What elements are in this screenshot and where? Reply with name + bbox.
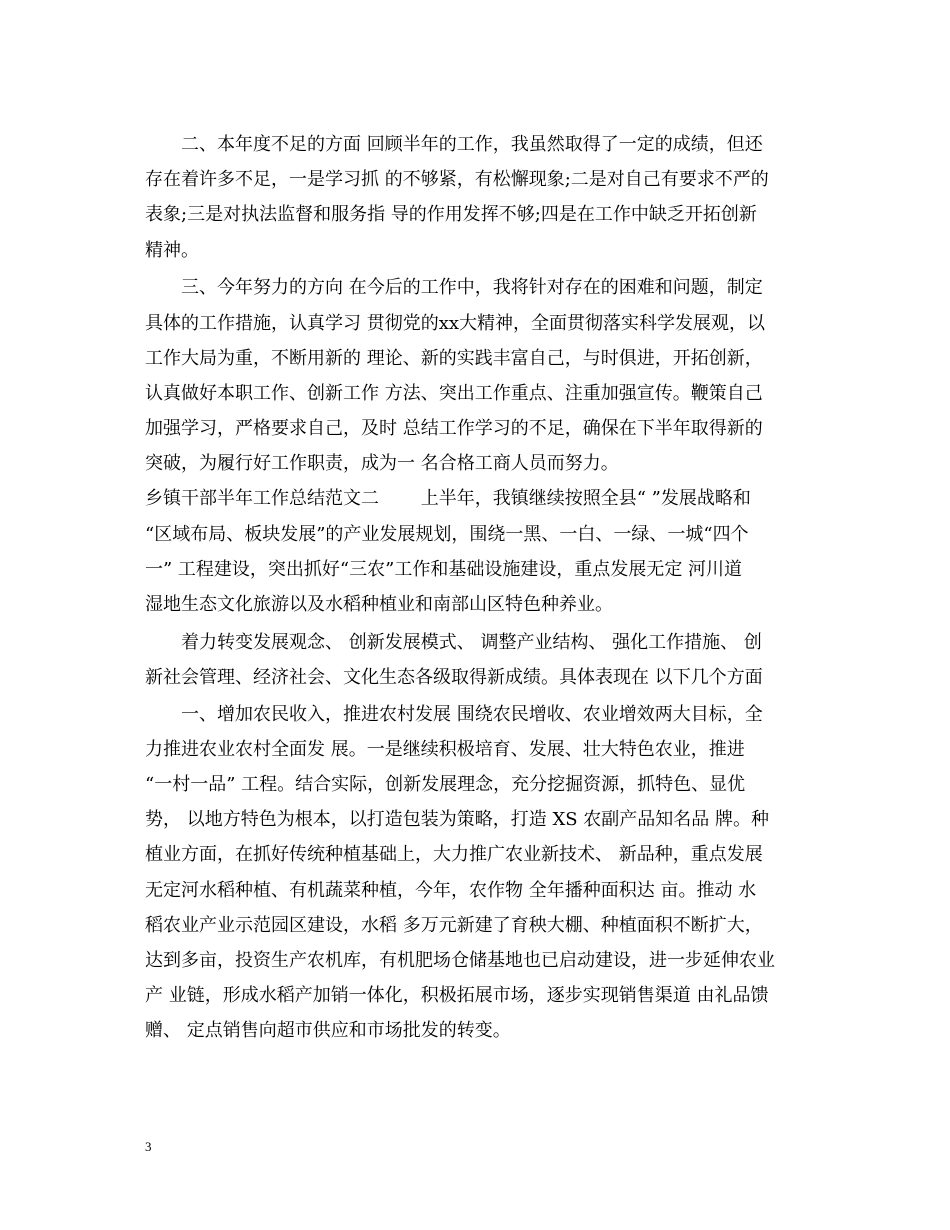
text-line: 三、今年努力的方向 在今后的工作中，我将针对存在的困难和问题，制定	[145, 277, 763, 298]
text-line: 突破，为履行好工作职责，成为一 名合格工商人员而努力。	[145, 453, 619, 474]
text-line: 势， 以地方特色为根本，以打造包装为策略，打造 XS 农副产品知名品 牌。种	[145, 809, 770, 830]
text-line: 湿地生态文化旅游以及水稻种植业和南部山区特色种养业。	[145, 594, 613, 615]
text-line: 达到多亩，投资生产农机库，有机肥场仓储基地也已启动建设，进一步延伸农业	[145, 950, 775, 971]
text-line: 新社会管理、经济社会、文化生态各级取得新成绩。具体表现在 以下几个方面	[145, 667, 763, 688]
page-number: 3	[145, 1139, 152, 1154]
text-line: 产 业链，形成水稻产加销一体化，积极拓展市场，逐步实现销售渠道 由礼品馈	[145, 985, 769, 1006]
text-line: 二、本年度不足的方面 回顾半年的工作，我虽然取得了一定的成绩，但还	[145, 134, 763, 155]
text-line: 力推进农业农村全面发 展。一是继续积极培育、发展、壮大特色农业，推进	[145, 739, 745, 760]
text-line: “一村一品” 工程。结合实际，创新发展理念，充分挖掘资源，抓特色、显优	[145, 774, 746, 795]
text-line: 认真做好本职工作、创新工作 方法、突出工作重点、注重加强宣传。鞭策自己	[145, 383, 763, 404]
text-line: 一、增加农民收入，推进农村发展 围绕农民增收、农业增效两大目标，全	[145, 704, 763, 725]
text-line: 具体的工作措施，认真学习 贯彻党的xx大精神，全面贯彻落实科学发展观，以	[145, 313, 766, 334]
text-line: 稻农业产业示范园区建设，水稻 多万元新建了育秧大棚、种植面积不断扩大，	[145, 915, 763, 936]
text-line: 着力转变发展观念、 创新发展模式、 调整产业结构、 强化工作措施、 创	[145, 632, 762, 653]
text-line: 加强学习，严格要求自己，及时 总结工作学习的不足，确保在下半年取得新的	[145, 418, 763, 439]
text-line: 一” 工程建设，突出抓好“三农”工作和基础设施建设，重点发展无定 河川道	[145, 559, 743, 580]
text-line: 植业方面，在抓好传统种植基础上，大力推广农业新技术、 新品种，重点发展	[145, 844, 763, 865]
text-line: 乡镇干部半年工作总结范文二 上半年，我镇继续按照全县“ ”发展战略和	[145, 488, 751, 509]
text-line: 工作大局为重，不断用新的 理论、新的实践丰富自己，与时俱进，开拓创新，	[145, 348, 763, 369]
text-line: 表象;三是对执法监督和服务指 导的作用发挥不够;四是在工作中缺乏开拓创新	[145, 204, 757, 225]
text-line: 赠、 定点销售向超市供应和市场批发的转变。	[145, 1020, 511, 1041]
text-line: 无定河水稻种植、有机蔬菜种植，今年，农作物 全年播种面积达 亩。推动 水	[145, 880, 757, 901]
text-line: “区域布局、板块发展”的产业发展规划，围绕一黑、一白、一绿、一城“四个	[145, 524, 749, 545]
text-line: 存在着许多不足，一是学习抓 的不够紧，有松懈现象;二是对自己有要求不严的	[145, 169, 769, 190]
text-line: 精神。	[145, 240, 199, 261]
